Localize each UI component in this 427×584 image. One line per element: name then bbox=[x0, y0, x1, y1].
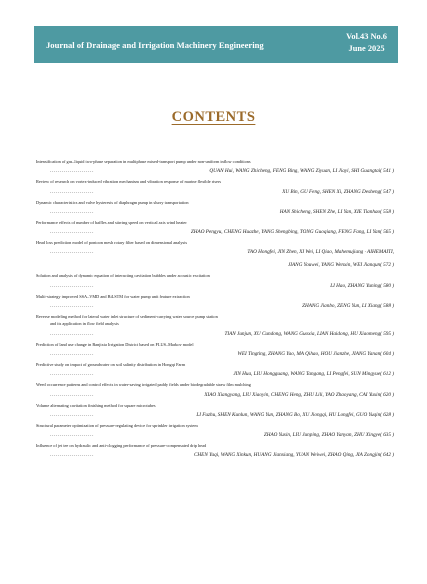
article-authors: JIN Hua, LIU Hongguang, WANG Tangang, LI Pengfei, SUN Mingyue( 612 ) bbox=[233, 371, 394, 378]
issue-info bbox=[346, 31, 387, 55]
article-authors: LI Fuzhu, SHEN Kunlun, WANG Yun, ZHANG Bo, XU Jiongqi, HU Longfei, GUO Yuqin( 628 ) bbox=[196, 411, 394, 418]
contents-entry bbox=[36, 259, 394, 272]
article-title: Structural parameter optimization of pressure-regulating device for sprinkler irrigation system bbox=[36, 422, 198, 428]
article-title: Head loss prediction model of pontoon mesh rotary filter based on dimensional analysis bbox=[36, 240, 188, 246]
contents-entry bbox=[36, 361, 394, 381]
author-line bbox=[36, 246, 394, 259]
leader-dots: ······················ bbox=[50, 231, 94, 237]
contents-entry bbox=[36, 341, 394, 361]
article-title: Performance effects of number of baffles and stirring speed on vertical axis wind heater bbox=[36, 219, 187, 225]
article-authors: TIAN Junjun, XU Cundong, WANG Guoxia, LIAN Haidong, HU Xiaomeng( 595 ) bbox=[224, 330, 394, 337]
article-title: Predictive study on impact of groundwater on soil salinity distribution in Hongqi Farm bbox=[36, 361, 186, 367]
contents-entry bbox=[36, 442, 394, 462]
leader-dots: ······················ bbox=[50, 454, 94, 460]
leader-dots: ······················ bbox=[50, 170, 94, 176]
article-title: Volume alternating cavitation finishing method for square microtubes bbox=[36, 402, 156, 408]
author-line bbox=[36, 280, 394, 293]
contents-entry bbox=[36, 219, 394, 239]
article-authors: CHEN Yaqi, WANG Xinkun, HUANG Jianxiang, YUAN Weiwei, ZHAO Qing, JIA Zongjin( 642 ) bbox=[193, 452, 394, 459]
author-line bbox=[36, 186, 394, 199]
leader-dots: ······················ bbox=[50, 190, 94, 196]
author-line bbox=[36, 348, 394, 361]
article-authors: XU Bin, GU Feng, SHEN Xi, ZHANG Desheng( 547 ) bbox=[282, 188, 394, 195]
article-title: Prediction of land use change in Banjixia Irrigation District based on FLUS–Markov model bbox=[36, 341, 194, 347]
author-line bbox=[36, 300, 394, 313]
issue-date: June 2025 bbox=[348, 44, 385, 53]
contents-list bbox=[36, 158, 394, 462]
article-authors: ZHAO Pengyu, CHENG Huazhe, YANG Shengbing, TONG Guoqiang, FENG Fang, LI Yan( 565 ) bbox=[190, 229, 394, 236]
article-authors: XIAO Xiangyang, LIU Xiaoyin, CHENG Heng, ZHU Lili, YAO Zhaoyang, CAI Yuxin( 620 ) bbox=[204, 391, 394, 398]
leader-dots: ······················ bbox=[50, 373, 94, 379]
article-authors: JIANG Youwei, YANG Wenxin, WEI Jianqun( 572 ) bbox=[287, 262, 394, 269]
leader-dots: ······················ bbox=[50, 251, 94, 257]
article-authors: ZHAO Yuxin, LIU Junping, ZHAO Yanyan, ZHU Xingye( 635 ) bbox=[263, 432, 394, 439]
leader-dots: ······················ bbox=[50, 305, 94, 311]
contents-entry bbox=[36, 158, 394, 178]
leader-dots: ······················ bbox=[50, 393, 94, 399]
leader-dots: ······················ bbox=[50, 332, 94, 338]
author-line bbox=[36, 259, 394, 272]
contents-entry bbox=[36, 293, 394, 313]
author-line bbox=[36, 368, 394, 381]
contents-entry bbox=[36, 272, 394, 292]
author-line bbox=[36, 449, 394, 462]
author-line bbox=[36, 328, 394, 341]
article-authors: LI Hao, ZHANG Yuning( 580 ) bbox=[330, 282, 394, 289]
author-line bbox=[36, 226, 394, 239]
article-authors: HAN Shicheng, SHEN Zhe, LI Yan, XIE Tianhao( 558 ) bbox=[279, 208, 394, 215]
author-line bbox=[36, 206, 394, 219]
volume-number: Vol.43 No.6 bbox=[346, 32, 387, 41]
article-title: Reverse modeling method for lateral water inlet structure of sediment-carrying water source pump station bbox=[36, 314, 218, 320]
author-line bbox=[36, 389, 394, 402]
article-title: Review of research on vortex-induced vibration mechanism and vibration response of marine flexible risers bbox=[36, 179, 222, 185]
article-authors: ZHANG Jianbo, ZENG Yun, LI Xiang( 588 ) bbox=[302, 303, 394, 310]
article-authors: WEI Tingting, ZHANG Yao, MA Qihao, HOU Jianzhe, JIANG Yanan( 604 ) bbox=[237, 350, 394, 357]
contents-entry bbox=[36, 313, 394, 341]
author-line bbox=[36, 429, 394, 442]
contents-entry bbox=[36, 422, 394, 442]
leader-dots: ······················ bbox=[50, 352, 94, 358]
article-title: Multi-strategy improved SSA–VMD and BiLSTM for water pump unit feature extraction bbox=[36, 293, 190, 299]
leader-dots: ······················ bbox=[50, 434, 94, 440]
article-title: Influence of jet tee on hydraulic and anti-clogging performance of pressure-compensated drip head bbox=[36, 443, 207, 449]
article-title: Solution and analysis of dynamic equation of interacting cavitation bubbles under acoustic excitation bbox=[36, 273, 210, 279]
contents-entry bbox=[36, 381, 394, 401]
author-line bbox=[36, 409, 394, 422]
author-line bbox=[36, 165, 394, 178]
article-title: Intensification of gas–liquid two-phase separation in multiphase mixed-transport pump under non-uniform inflow conditions bbox=[36, 159, 251, 164]
article-authors: TAO Hongfei, JIN Zhen, XI Wei, LI Qiao, Mahemujiang · AIHEMAITI, bbox=[247, 249, 394, 256]
article-title: Weed occurrence patterns and control effects in water-saving irrigated paddy fields under biodegradable straw film mulching bbox=[36, 382, 251, 388]
leader-dots: ······················ bbox=[50, 210, 94, 216]
contents-entry bbox=[36, 239, 394, 259]
contents-heading: CONTENTS bbox=[171, 109, 256, 125]
leader-dots: ······················ bbox=[50, 284, 94, 290]
contents-entry bbox=[36, 199, 394, 219]
article-title: Dynamic characteristics and valve hysteresis of diaphragm pump in slurry transportation bbox=[36, 199, 189, 205]
journal-header-banner bbox=[34, 26, 398, 63]
article-title-continued: and its application in flow field analysis bbox=[50, 321, 119, 327]
leader-dots: ······················ bbox=[50, 413, 94, 419]
contents-entry bbox=[36, 402, 394, 422]
contents-entry bbox=[36, 178, 394, 198]
journal-name: Journal of Drainage and Irrigation Machinery Engineering bbox=[46, 40, 264, 50]
article-authors: QUAN Hui, WANG Zhicheng, FENG Bing, WANG Ziyuan, LI Jiayi, SHI Guangtai( 541 ) bbox=[209, 168, 394, 175]
